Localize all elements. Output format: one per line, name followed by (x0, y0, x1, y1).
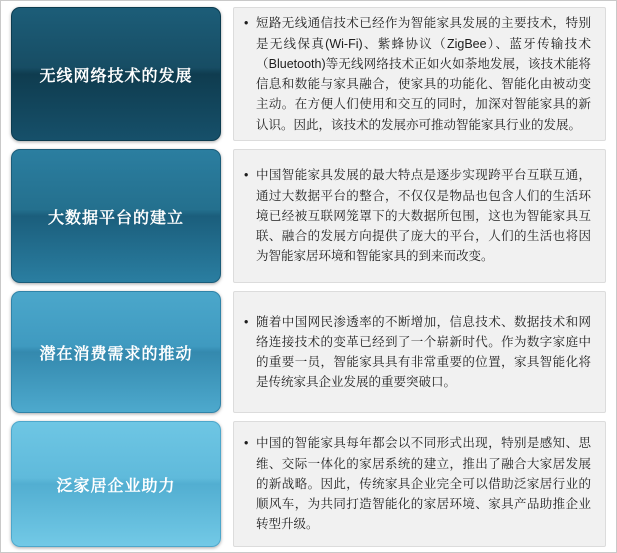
bullet-list (244, 13, 591, 135)
bullet-list (244, 312, 591, 393)
list-item: • 中国的智能家具每年都会以不同形式出现，特别是感知、思维、交际一体化的家居系统的建立，推出了融合大家居发展的新战略。因此，传统家具企业完全可以借助泛家居行业的顺风车，为共同打造智能化的家居环境、家具产品助推企业转型升级。 (244, 433, 591, 534)
block-label-potential-demand[interactable] (11, 291, 221, 413)
block-label-wireless-network[interactable] (11, 7, 221, 141)
block-description-wireless-network (233, 7, 606, 141)
block-label-text: 无线网络技术的发展 (39, 67, 193, 85)
block-description-potential-demand (233, 291, 606, 413)
block-label-home-enterprises[interactable] (11, 421, 221, 547)
block-label-text: 大数据平台的建立 (47, 209, 184, 227)
diagram-row (1, 421, 616, 547)
bullet-list (244, 165, 591, 266)
list-item: • 中国智能家具发展的最大特点是逐步实现跨平台互联互通，通过大数据平台的整合，不仅仅是物品也包含人们的生活环境已经被互联网笼罩下的大数据所包围，这也为智能家具互联、融合的发展方向提供了庞大的平台，人们的生活也将因为智能家居环境和智能家具的到来而改变。 (244, 165, 591, 266)
list-item: • 短路无线通信技术已经作为智能家具发展的主要技术，特别是无线保真(Wi-Fi)、紫蜂协议（ZigBee）、蓝牙传输技术（Bluetooth)等无线网络技术正如火如荼地发展，该技术能将信息和数能与家具融合，使家具的功能化、智能化由被动变主动。在方便人们使用和交互的同时，加深对智能家具的新认识。因此，该技术的发展亦可推动智能家具行业的发展。 (244, 13, 591, 135)
block-description-home-enterprises (233, 421, 606, 547)
diagram-row (1, 149, 616, 283)
block-label-text: 潜在消费需求的推动 (39, 345, 193, 363)
block-label-text: 泛家居企业助力 (56, 477, 176, 495)
diagram-row (1, 7, 616, 141)
diagram-row (1, 291, 616, 413)
block-description-bigdata-platform (233, 149, 606, 283)
list-item: • 随着中国网民渗透率的不断增加，信息技术、数据技术和网络连接技术的变革已经到了一个崭新时代。作为数字家庭中的重要一员，智能家具具有非常重要的位置，家具智能化将是传统家具企业发展的重要突破口。 (244, 312, 591, 393)
bullet-list (244, 433, 591, 534)
block-label-bigdata-platform[interactable] (11, 149, 221, 283)
